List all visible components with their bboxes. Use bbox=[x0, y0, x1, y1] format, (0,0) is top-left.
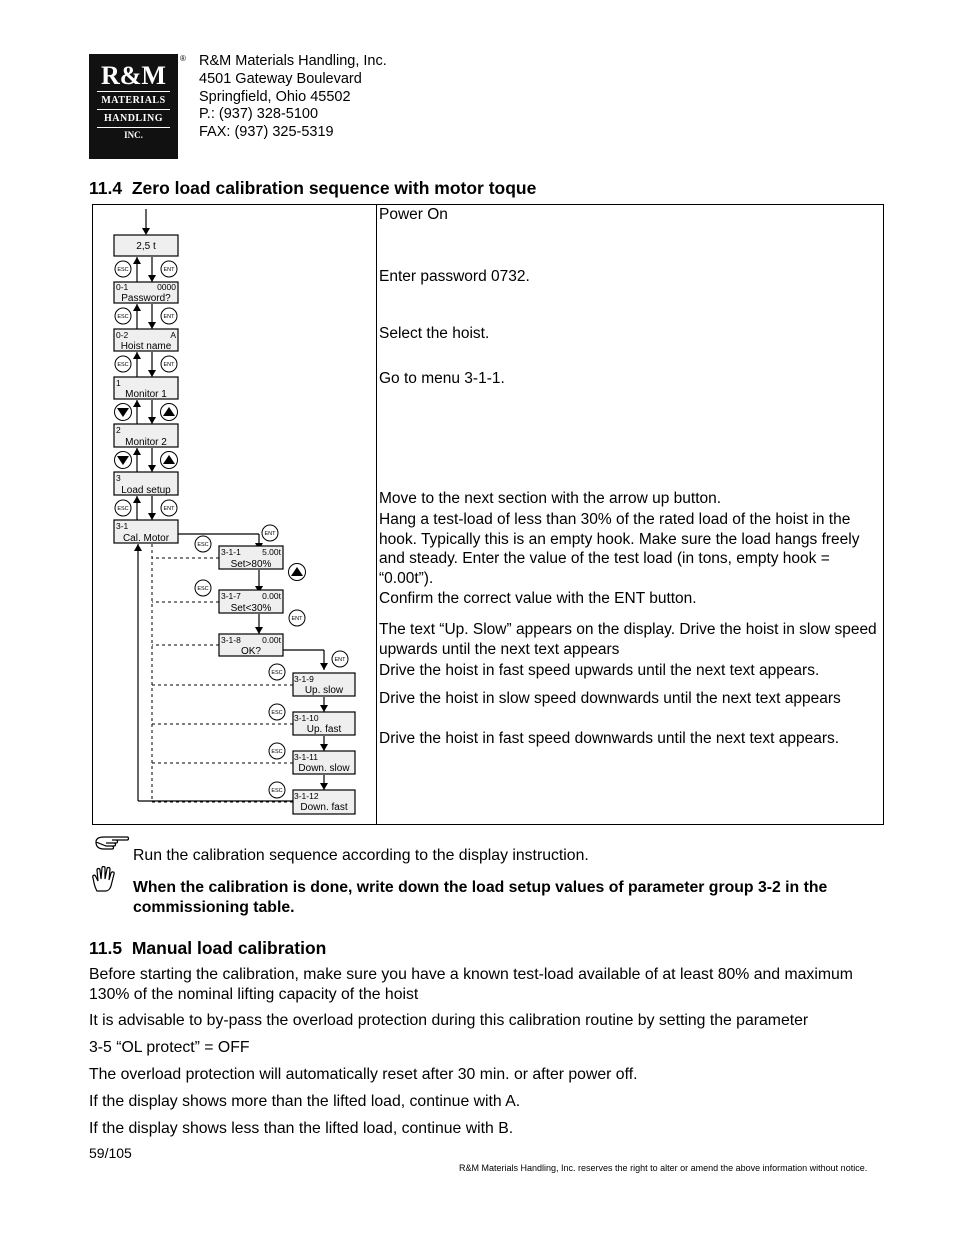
address-line: FAX: (937) 325-5319 bbox=[199, 124, 334, 141]
svg-text:3-1-10: 3-1-10 bbox=[294, 713, 319, 723]
section-number: 11.5 bbox=[89, 938, 123, 958]
section-number: 11.4 bbox=[89, 178, 123, 198]
svg-text:Hoist name: Hoist name bbox=[120, 341, 172, 352]
logo-materials: MATERIALS bbox=[101, 95, 166, 106]
svg-text:5.00t: 5.00t bbox=[262, 547, 281, 557]
svg-text:Monitor 2: Monitor 2 bbox=[125, 437, 167, 448]
paragraph: The overload protection will automatically reset after 30 min. or after power off. bbox=[89, 1066, 638, 1083]
svg-text:Cal. Motor: Cal. Motor bbox=[122, 533, 170, 544]
svg-text:ESC: ESC bbox=[271, 710, 283, 716]
table-divider bbox=[376, 204, 377, 825]
step-up-fast: Drive the hoist in fast speed upwards until the next text appears. bbox=[379, 662, 820, 679]
svg-text:0000: 0000 bbox=[157, 282, 176, 292]
pointing-hand-icon bbox=[94, 834, 130, 856]
step-arrow-up: Move to the next section with the arrow up button. bbox=[379, 490, 722, 507]
address-line: R&M Materials Handling, Inc. bbox=[199, 53, 387, 69]
nav-pair bbox=[115, 352, 177, 377]
svg-text:ENT: ENT bbox=[334, 657, 346, 663]
section-title: Manual load calibration bbox=[131, 938, 327, 958]
paragraph: It is advisable to by-pass the overload protection during this calibration routine by setting the parameter bbox=[89, 1012, 809, 1029]
svg-text:ESC: ESC bbox=[197, 542, 209, 548]
company-address bbox=[199, 53, 387, 142]
svg-text:0.00t: 0.00t bbox=[262, 635, 281, 645]
logo-inc: INC. bbox=[124, 130, 143, 140]
svg-text:Up. slow: Up. slow bbox=[304, 685, 344, 696]
svg-text:Set<30%: Set<30% bbox=[230, 603, 272, 614]
svg-text:ESC: ESC bbox=[271, 670, 283, 676]
svg-text:0-1: 0-1 bbox=[116, 282, 129, 292]
svg-text:0-2: 0-2 bbox=[116, 330, 129, 340]
address-line: 4501 Gateway Boulevard bbox=[199, 70, 362, 87]
svg-text:ENT: ENT bbox=[163, 362, 175, 368]
section-11-5-heading bbox=[89, 938, 326, 959]
svg-text:OK?: OK? bbox=[240, 646, 262, 657]
note-info: Run the calibration sequence according to the display instruction. bbox=[133, 847, 589, 864]
address-line: Springfield, Ohio 45502 bbox=[199, 88, 351, 105]
step-power-on: Power On bbox=[379, 206, 448, 223]
svg-text:ESC: ESC bbox=[117, 362, 129, 368]
nav-pair bbox=[115, 304, 177, 329]
paragraph: If the display shows less than the lifted load, continue with B. bbox=[89, 1120, 514, 1137]
paragraph: If the display shows more than the lifted load, continue with A. bbox=[89, 1093, 521, 1110]
svg-text:A: A bbox=[170, 330, 176, 340]
svg-text:ESC: ESC bbox=[271, 788, 283, 794]
svg-text:ENT: ENT bbox=[264, 531, 276, 537]
svg-text:ESC: ESC bbox=[117, 314, 129, 320]
menu-flow-diagram bbox=[92, 204, 376, 824]
svg-text:ENT: ENT bbox=[163, 314, 175, 320]
svg-text:Up. fast: Up. fast bbox=[306, 724, 342, 735]
svg-text:3-1-9: 3-1-9 bbox=[294, 674, 314, 684]
svg-text:ESC: ESC bbox=[197, 586, 209, 592]
step-goto-menu: Go to menu 3-1-1. bbox=[379, 370, 505, 387]
svg-text:Password?: Password? bbox=[121, 293, 171, 304]
svg-text:3-1-1: 3-1-1 bbox=[221, 547, 241, 557]
svg-text:3-1-12: 3-1-12 bbox=[294, 791, 319, 801]
svg-text:ESC: ESC bbox=[271, 749, 283, 755]
svg-text:3-1: 3-1 bbox=[116, 521, 129, 531]
step-up-slow: The text “Up. Slow” appears on the display. Drive the hoist in slow speed upwards until the next text appears bbox=[379, 621, 877, 658]
page-number: 59/105 bbox=[89, 1145, 132, 1161]
svg-text:Load setup: Load setup bbox=[121, 485, 171, 496]
step-test-load: Hang a test-load of less than 30% of the rated load of the hoist in the hook. Typically this is an empty hook. Make sure the load hangs freely and steady. Enter the value of the test load (in tons, empty hook = “0.00t”). bbox=[379, 511, 860, 587]
svg-text:2: 2 bbox=[116, 425, 121, 435]
svg-text:1: 1 bbox=[116, 378, 121, 388]
svg-text:3: 3 bbox=[116, 473, 121, 483]
step-select-hoist: Select the hoist. bbox=[379, 325, 490, 342]
note-important: When the calibration is done, write down the load setup values of parameter group 3-2 in the commissioning table. bbox=[133, 879, 828, 916]
registered-mark: ® bbox=[180, 54, 186, 63]
section-title: Zero load calibration sequence with motor toque bbox=[131, 178, 537, 198]
svg-text:Monitor 1: Monitor 1 bbox=[125, 389, 167, 400]
svg-text:Down. slow: Down. slow bbox=[298, 763, 350, 774]
paragraph: Before starting the calibration, make sure you have a known test-load available of at least 80% and maximum 130% of the nominal lifting capacity of the hoist bbox=[89, 966, 853, 1003]
step-confirm: Confirm the correct value with the ENT button. bbox=[379, 590, 697, 607]
logo-handling: HANDLING bbox=[103, 113, 163, 124]
step-down-slow: Drive the hoist in slow speed downwards until the next text appears bbox=[379, 690, 841, 707]
step-down-fast: Drive the hoist in fast speed downwards until the next text appears. bbox=[379, 730, 840, 747]
svg-text:3-1-8: 3-1-8 bbox=[221, 635, 241, 645]
section-11-4-heading bbox=[89, 178, 536, 199]
address-line: P.: (937) 328-5100 bbox=[199, 106, 319, 123]
display-label: 2,5 t bbox=[136, 241, 156, 252]
svg-text:Set>80%: Set>80% bbox=[230, 559, 272, 570]
svg-text:ESC: ESC bbox=[117, 267, 129, 273]
footer-disclaimer: R&M Materials Handling, Inc. reserves the right to alter or amend the above information without notice. bbox=[459, 1163, 868, 1173]
arrow-pair bbox=[115, 400, 178, 424]
step-password: Enter password 0732. bbox=[379, 268, 530, 285]
logo-rm: R&M bbox=[101, 61, 166, 90]
raised-hand-icon bbox=[91, 866, 117, 894]
nav-pair bbox=[115, 257, 177, 282]
company-logo bbox=[89, 54, 178, 159]
svg-text:ESC: ESC bbox=[117, 506, 129, 512]
svg-text:ENT: ENT bbox=[163, 267, 175, 273]
svg-text:ENT: ENT bbox=[291, 616, 303, 622]
svg-text:3-1-11: 3-1-11 bbox=[294, 752, 318, 762]
svg-text:ENT: ENT bbox=[163, 506, 175, 512]
svg-text:0.00t: 0.00t bbox=[262, 591, 281, 601]
nav-pair bbox=[115, 496, 177, 520]
svg-text:3-1-7: 3-1-7 bbox=[221, 591, 241, 601]
svg-text:Down. fast: Down. fast bbox=[300, 802, 348, 813]
arrow-pair bbox=[115, 448, 178, 472]
paragraph: 3-5 “OL protect” = OFF bbox=[89, 1039, 250, 1056]
